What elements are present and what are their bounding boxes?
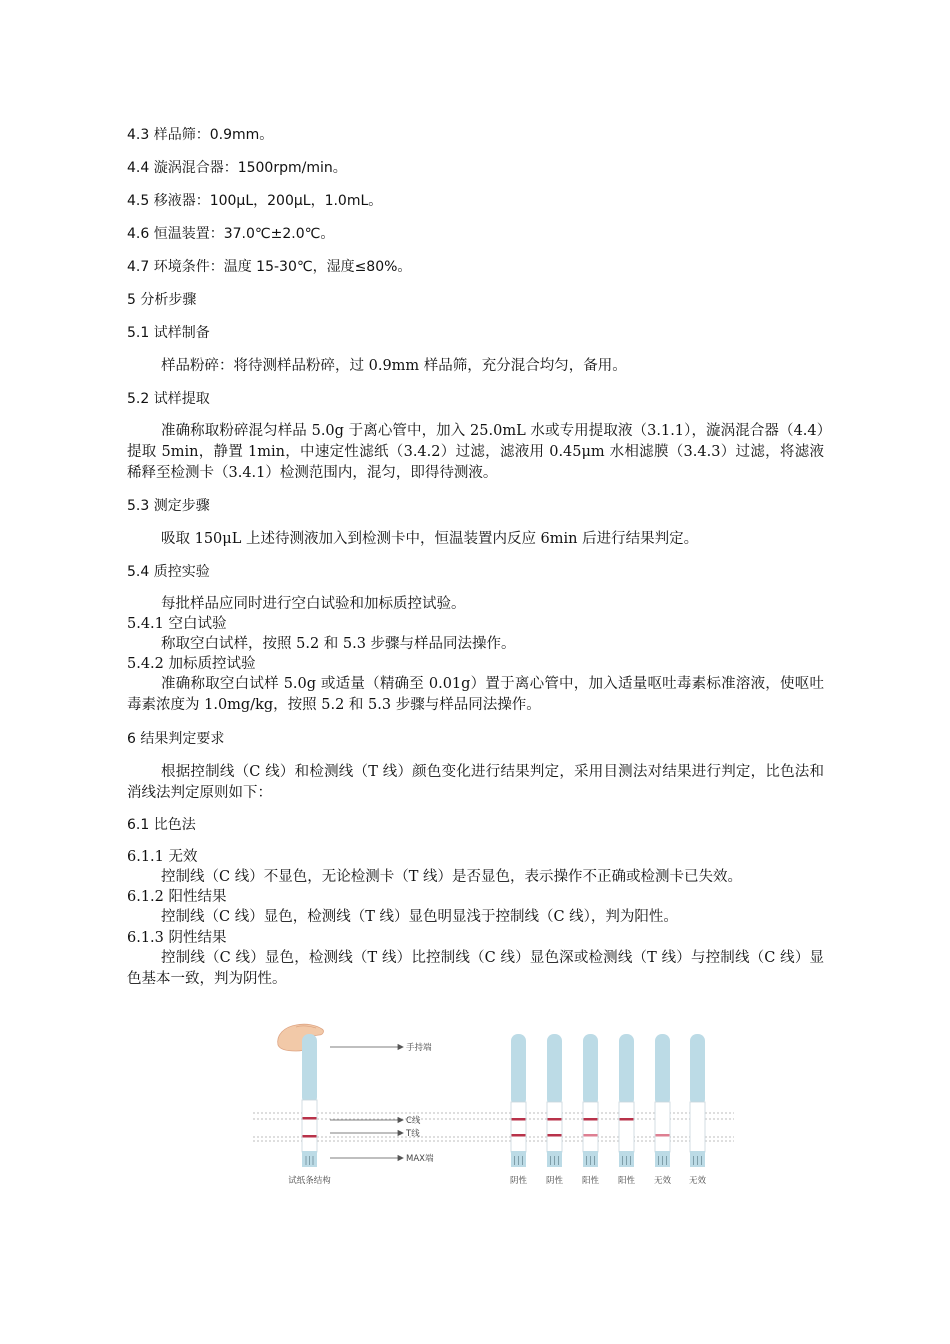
strip-result-label: 阴性 [545, 1176, 564, 1186]
strip-handle [690, 1034, 705, 1106]
strip-t-band [548, 1134, 562, 1137]
paragraph-5-2: 准确称取粉碎混匀样品 5.0g 于离心管中，加入 25.0mL 水或专用提取液（3.1.1），漩涡混合器（4.4）提取 5min，静置 1min，中速定性滤纸（3.4.2）过滤，滤液用 0.45μm 水相滤膜（3.4.3）过滤，将滤液稀释至检测卡（3.4.1）检测范围内，混匀，即得待测液。 [127, 423, 824, 481]
heading-5-3: 5.3 测定步骤 [127, 498, 210, 514]
paragraph-6-1-1: 控制线（C 线）不显色，无论检测卡（T 线）是否显色，表示操作不正确或检测卡已失效。 [161, 869, 742, 885]
heading-5-4-2: 5.4.2 加标质控试验 [127, 656, 256, 672]
strip-window [547, 1102, 562, 1152]
heading-6-1: 6.1 比色法 [127, 817, 196, 833]
strip-result-label: 阳性 [581, 1176, 600, 1186]
paragraph-5-3: 吸取 150μL 上述待测液加入到检测卡中，恒温装置内反应 6min 后进行结果判定。 [161, 531, 699, 547]
heading-5-2: 5.2 试样提取 [127, 391, 210, 407]
strip-handle [511, 1034, 526, 1106]
strip-handle [619, 1034, 634, 1106]
structure-c-band [303, 1117, 317, 1120]
strip-result-label: 阳性 [617, 1176, 636, 1186]
structure-t-band [303, 1135, 317, 1138]
result-strip [654, 1034, 672, 1186]
strip-result-label: 阴性 [509, 1176, 528, 1186]
structure-arrows [330, 1045, 403, 1161]
strip-c-band [620, 1118, 634, 1121]
paragraph-6-1-3: 控制线（C 线）显色，检测线（T 线）比控制线（C 线）显色深或检测线（T 线）与控制线（C 线）显色基本一致，判为阴性。 [127, 950, 824, 987]
heading-6-1-3: 6.1.3 阴性结果 [127, 930, 227, 946]
heading-5-1: 5.1 试样制备 [127, 325, 210, 341]
label-hand-end: 手持端 [406, 1043, 432, 1053]
strip-t-band [584, 1134, 598, 1137]
section-4-4: 4.4 漩涡混合器：1500rpm/min。 [127, 160, 347, 176]
structure-strip [302, 1034, 317, 1167]
strip-result-label: 无效 [653, 1176, 672, 1186]
label-t-line: T线 [406, 1129, 420, 1139]
heading-5-4-1: 5.4.1 空白试验 [127, 616, 227, 632]
test-strip-figure [250, 1015, 740, 1195]
paragraph-5-4-2: 准确称取空白试样 5.0g 或适量（精确至 0.01g）置于离心管中，加入适量呕吐毒素标准溶液，使呕吐毒素浓度为 1.0mg/kg，按照 5.2 和 5.3 步骤与样品同法操作。 [127, 676, 824, 713]
strip-c-band [512, 1118, 526, 1121]
strip-c-band [584, 1118, 598, 1121]
section-4-5: 4.5 移液器：100μL，200μL，1.0mL。 [127, 193, 383, 209]
label-max-end: MAX端 [406, 1154, 434, 1164]
label-c-line: C线 [406, 1116, 421, 1126]
paragraph-5-1: 样品粉碎：将待测样品粉碎，过 0.9mm 样品筛，充分混合均匀，备用。 [161, 358, 627, 374]
section-4-6: 4.6 恒温装置：37.0℃±2.0℃。 [127, 226, 335, 242]
heading-6: 6 结果判定要求 [127, 731, 225, 747]
result-strip [582, 1034, 600, 1186]
strip-handle [547, 1034, 562, 1106]
paragraph-5-4-1: 称取空白试样，按照 5.2 和 5.3 步骤与样品同法操作。 [161, 636, 516, 652]
heading-5-4: 5.4 质控实验 [127, 564, 210, 580]
strip-result-label: 无效 [688, 1176, 707, 1186]
result-strips [510, 1034, 707, 1186]
strip-window [583, 1102, 598, 1152]
strip-t-band [656, 1134, 670, 1137]
result-strip [510, 1034, 528, 1186]
strip-window [511, 1102, 526, 1152]
section-4-3: 4.3 样品筛：0.9mm。 [127, 127, 274, 143]
result-strip [689, 1034, 707, 1186]
strip-c-band [548, 1118, 562, 1121]
strip-window [690, 1102, 705, 1152]
result-strip [618, 1034, 636, 1186]
heading-6-1-2: 6.1.2 阳性结果 [127, 889, 227, 905]
heading-5: 5 分析步骤 [127, 292, 197, 308]
paragraph-5-4: 每批样品应同时进行空白试验和加标质控试验。 [161, 596, 466, 612]
strip-handle [655, 1034, 670, 1106]
strip-window [619, 1102, 634, 1152]
label-structure: 试纸条结构 [288, 1176, 331, 1186]
strip-t-band [512, 1134, 526, 1137]
strip-handle [583, 1034, 598, 1106]
result-strip [546, 1034, 564, 1186]
paragraph-6: 根据控制线（C 线）和检测线（T 线）颜色变化进行结果判定，采用目测法对结果进行判定，比色法和消线法判定原则如下： [127, 764, 824, 801]
section-4-7: 4.7 环境条件：温度 15-30℃，湿度≤80%。 [127, 259, 412, 275]
paragraph-6-1-2: 控制线（C 线）显色，检测线（T 线）显色明显浅于控制线（C 线），判为阳性。 [161, 909, 678, 925]
strip-window [655, 1102, 670, 1152]
heading-6-1-1: 6.1.1 无效 [127, 849, 198, 865]
